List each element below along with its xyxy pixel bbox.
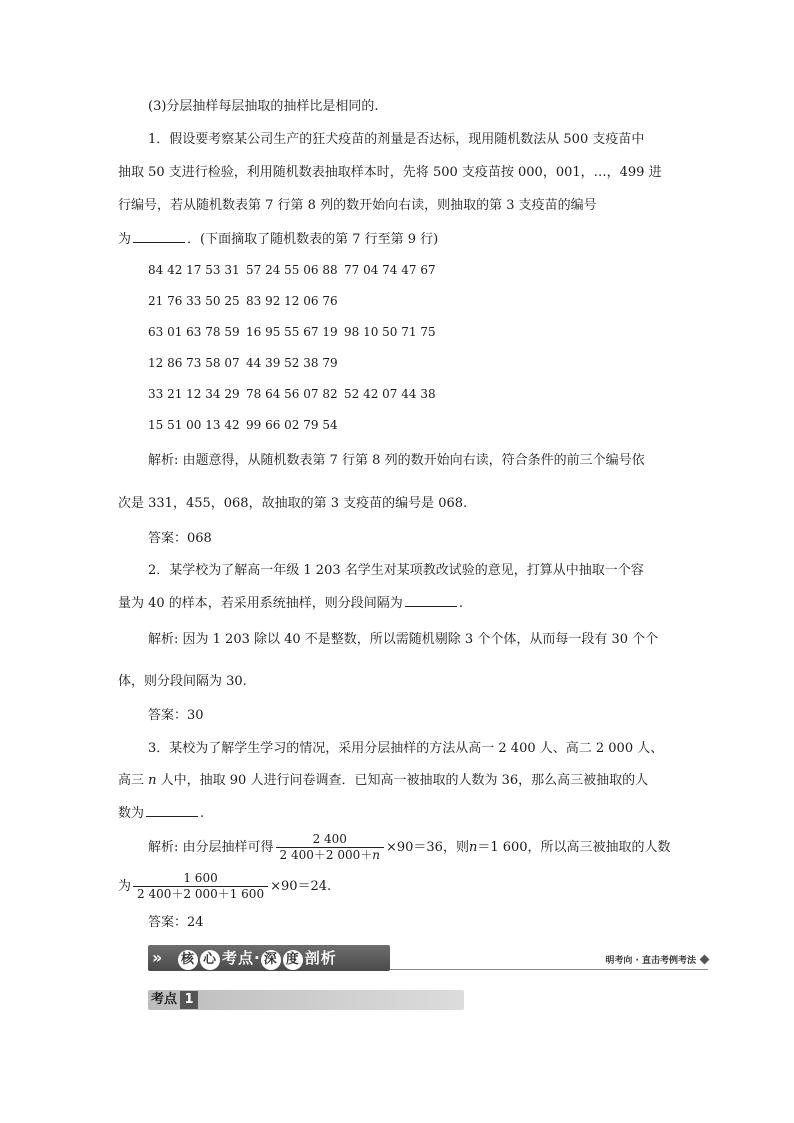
- answer-blank: [146, 804, 198, 817]
- random-table-row: [148, 324, 436, 340]
- table-cell: 83 92 12 06 76: [246, 294, 338, 308]
- q2-line2-pre: 量为 40 的样本，若采用系统抽样，则分段间隔为: [118, 596, 403, 611]
- q2-solution-line2: 体，则分段间隔为 30.: [118, 674, 247, 689]
- q3-line1: 3．某校为了解学生学习的情况，采用分层抽样的方法从高一 2 400 人、高二 2 000 人、: [148, 741, 664, 756]
- banner-circle-char: 心: [200, 950, 220, 970]
- fraction-numerator: 1 600: [183, 871, 218, 885]
- q1-solution-line2: 次是 331，455，068，故抽取的第 3 支疫苗的编号是 068.: [118, 496, 468, 511]
- variable-n: n: [148, 773, 157, 788]
- q1-line2: 抽取 50 支进行检验，利用随机数表抽取样本时，先将 500 支疫苗按 000，001，…，499 进: [118, 165, 662, 180]
- random-table-row: [148, 355, 344, 371]
- q1-answer: 答案：068: [148, 531, 212, 546]
- random-table-row: [148, 293, 344, 309]
- q3-line2-b: 人中，抽取 90 人进行问卷调查．已知高一被抽取的人数为 36，那么高三被抽取的人: [156, 773, 649, 788]
- q3-solution-line1: [148, 832, 671, 864]
- q1-solution-line1: 解析: 由题意得，从随机数表第 7 行第 8 列的数开始向右读，符合条件的前三个编号依: [148, 453, 645, 468]
- variable-n: n: [372, 848, 380, 862]
- table-cell: 44 39 52 38 79: [246, 356, 338, 370]
- banner-divider: [390, 969, 708, 970]
- q3-sol1-pre: 解析: 由分层抽样可得: [148, 840, 274, 855]
- random-table-row: [148, 386, 436, 402]
- q3-answer: 答案：24: [148, 915, 204, 930]
- q3-sol2-post: ×90＝24.: [270, 879, 332, 894]
- variable-n: n: [468, 840, 478, 855]
- diamond-icon: [700, 955, 710, 965]
- q1-line4-pre: 为: [118, 232, 132, 247]
- q3-sol1-post: ＝1 600，所以高三被抽取的人数: [477, 840, 671, 855]
- q2-line2-post: .: [458, 596, 463, 611]
- q3-line3-pre: 数为: [118, 806, 145, 821]
- table-cell: 33 21 12 34 29: [148, 387, 240, 401]
- q3-solution-line2: [118, 871, 331, 903]
- table-cell: 12 86 73 58 07: [148, 356, 240, 370]
- double-chevron-icon: »: [152, 948, 163, 967]
- q3-sol1-mid: ×90＝36，则: [385, 840, 469, 855]
- q2-line2: [118, 594, 463, 613]
- q2-line1: 2．某学校为了解高一年级 1 203 名学生对某项教改试验的意见，打算从中抽取一个容: [148, 563, 644, 578]
- fraction-denominator: [276, 847, 384, 863]
- section-banner: [148, 945, 708, 973]
- banner-circle-char: 核: [178, 950, 198, 970]
- random-table-row: [148, 262, 436, 278]
- kaodian-label: [151, 991, 198, 1009]
- q1-line3: 行编号，若从随机数表第 7 行第 8 列的数开始向右读，则抽取的第 3 支疫苗的编号: [118, 198, 597, 213]
- answer-blank: [133, 230, 185, 243]
- q1-line1: 1．假设要考察某公司生产的狂犬疫苗的剂量是否达标，现用随机数法从 500 支疫苗中: [148, 132, 645, 147]
- table-cell: 16 95 55 67 19: [246, 325, 338, 339]
- q3-line3: [118, 804, 204, 823]
- fraction: [133, 871, 268, 902]
- table-cell: 78 64 56 07 82: [246, 387, 338, 401]
- fraction: [276, 832, 384, 863]
- kaodian-header: [148, 990, 464, 1010]
- denominator-text: 2 400＋2 000＋: [279, 848, 373, 862]
- banner-title: [178, 947, 337, 969]
- fraction-denominator: 2 400＋2 000＋1 600: [133, 886, 268, 902]
- q1-line4: [118, 230, 438, 249]
- banner-subtitle: 明考向 · 直击考例考法: [605, 956, 696, 966]
- table-cell: 99 66 02 79 54: [246, 418, 338, 432]
- banner-circle-char: 深: [261, 950, 281, 970]
- q3-line2-a: 高三: [118, 773, 149, 788]
- table-cell: 98 10 50 71 75: [344, 325, 436, 339]
- q2-answer: 答案：30: [148, 708, 204, 723]
- table-cell: 52 42 07 44 38: [344, 387, 436, 401]
- table-cell: 84 42 17 53 31: [148, 263, 240, 277]
- kaodian-text: 考点: [151, 992, 178, 1007]
- fraction-numerator: 2 400: [312, 832, 347, 846]
- q1-line4-post: ．(下面摘取了随机数表的第 7 行至第 9 行): [187, 232, 439, 247]
- banner-circle-char: 度: [283, 950, 303, 970]
- banner-title-dot: ·: [254, 949, 261, 967]
- q2-solution-line1: 解析: 因为 1 203 除以 40 不是整数，所以需随机剔除 3 个个体，从而每一段有 30 个个: [148, 632, 659, 647]
- q3-line2: [118, 772, 648, 790]
- answer-blank: [405, 594, 457, 607]
- intro-line: (3)分层抽样每层抽取的抽样比是相同的.: [148, 99, 379, 114]
- banner-title-end: 剖析: [304, 949, 337, 967]
- table-cell: 77 04 74 47 67: [344, 263, 436, 277]
- table-cell: 57 24 55 06 88: [246, 263, 338, 277]
- banner-title-mid: 考点: [222, 949, 255, 967]
- table-cell: 63 01 63 78 59: [148, 325, 240, 339]
- q3-sol2-pre: 为: [118, 879, 132, 894]
- table-cell: 21 76 33 50 25: [148, 294, 240, 308]
- q3-line3-post: .: [200, 806, 205, 821]
- table-cell: 15 51 00 13 42: [148, 418, 240, 432]
- random-table-row: [148, 417, 344, 433]
- kaodian-number: 1: [180, 991, 198, 1009]
- banner-box: [148, 945, 390, 971]
